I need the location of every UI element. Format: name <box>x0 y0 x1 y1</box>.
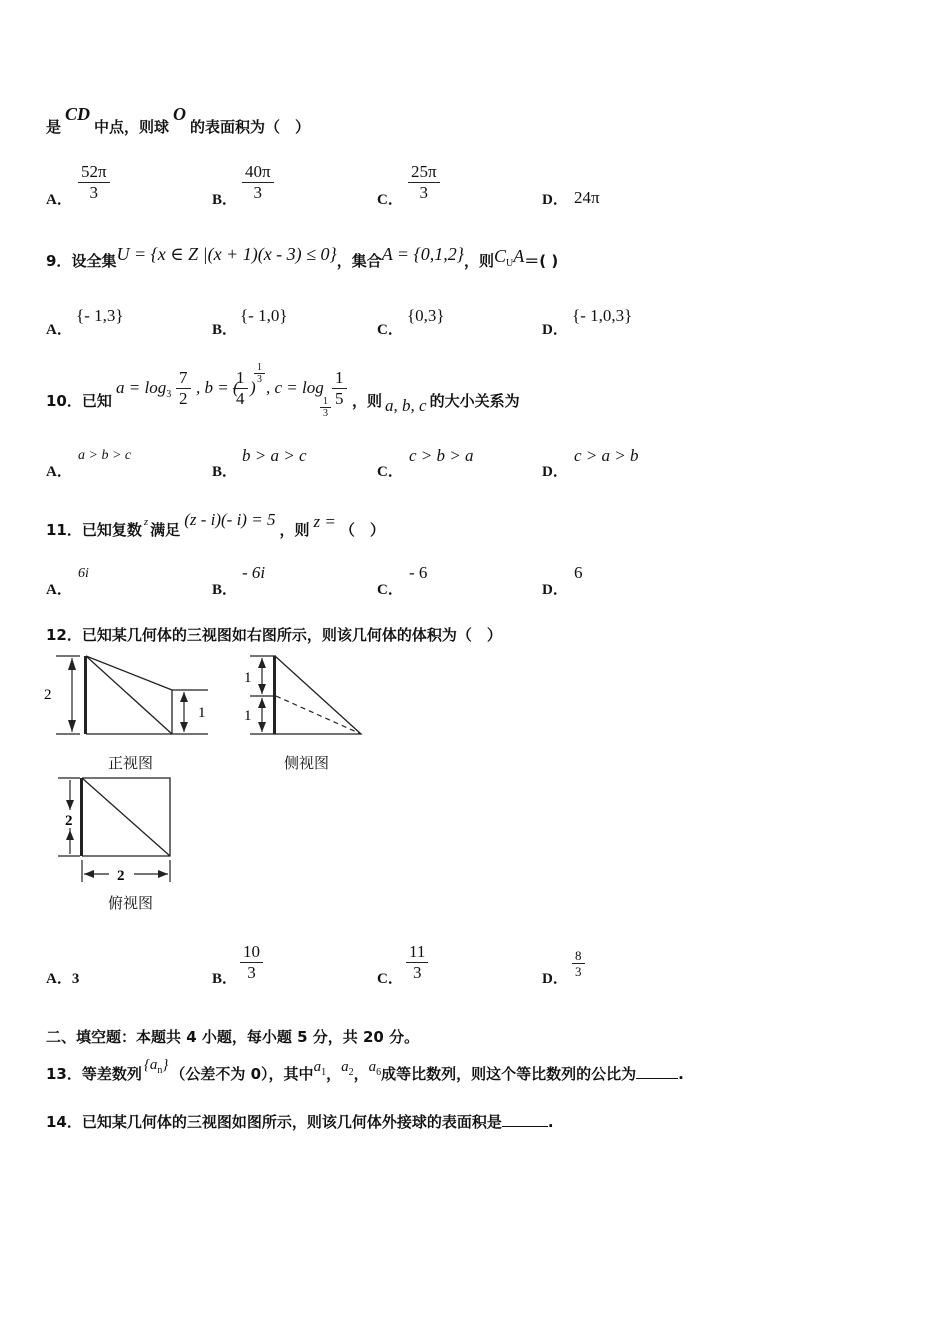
front-view-figure <box>40 650 215 742</box>
side-dim-bottom: 1 <box>244 708 252 724</box>
q9-option-a-label: A． <box>46 322 72 338</box>
q8-option-a-fraction: $\frac{52\pi}{3}$ <box>78 162 110 203</box>
q9-stem: 9．设全集U = {x ∈ Z |(x + 1)(x - 3) ≤ 0}，集合A = {0,1,2}，则$C_UA=$( ) <box>46 244 559 270</box>
q8-option-d-label: D． <box>542 192 568 208</box>
q10-a-fraction: $\frac{7}{2}$ <box>176 368 191 409</box>
q10-b-fraction: $\frac{1}{4}$ <box>233 368 248 409</box>
top-dim-bottom: 2 <box>117 868 125 884</box>
q13-answer-blank[interactable] <box>636 1066 678 1079</box>
q10-c-fraction: $\frac{1}{5}$ <box>332 368 347 409</box>
q10-b-def: , b = ( <box>196 378 239 397</box>
q10-b-close: ) <box>250 378 256 397</box>
q10-option-c-label: C． <box>377 464 403 480</box>
q9-option-d-value: {- 1,0,3} <box>572 306 633 325</box>
q12-option-d-label: D． <box>542 971 568 987</box>
section-heading: 二、填空题：本题共 4 小题，每小题 5 分，共 20 分。 <box>46 1028 420 1046</box>
q10-option-b-value: b > a > c <box>242 446 307 465</box>
q14-answer-blank[interactable] <box>502 1114 548 1127</box>
q10-stem-tail: ，则 a, b, c 的大小关系为 <box>352 392 520 415</box>
q8-option-b-fraction: $\frac{40\pi}{3}$ <box>242 162 274 203</box>
q14-stem: 14．已知某几何体的三视图如图所示，则该几何体外接球的表面积是 . <box>46 1113 554 1131</box>
q11-option-b-label: B． <box>212 582 238 598</box>
q11-option-a-value: 6i <box>78 566 89 581</box>
q8-tail-text: 是CD中点，则球O的表面积为（ ） <box>46 104 311 136</box>
q8-option-a-label: A． <box>46 192 72 208</box>
q9-option-b-label: B． <box>212 322 238 338</box>
q11-option-c-label: C． <box>377 582 403 598</box>
q11-option-c-value: - 6 <box>409 563 428 582</box>
q8-option-c-label: C． <box>377 192 403 208</box>
front-dim-right: 1 <box>198 705 206 721</box>
q9-option-c-value: {0,3} <box>407 306 445 325</box>
q12-option-a-label: A．3 <box>46 971 80 987</box>
q8-option-c-fraction: $\frac{25\pi}{3}$ <box>408 162 440 203</box>
q11-option-b-value: - 6i <box>242 563 266 582</box>
q8-option-b-label: B． <box>212 192 238 208</box>
front-view-caption: 正视图 <box>108 754 154 772</box>
top-view-figure <box>54 772 179 884</box>
q11-stem: 11．已知复数 $^z$ 满足(z - i)(- i) = 5，则 z = （ ） <box>46 510 385 539</box>
q8-option-d-value: 24π <box>574 188 600 207</box>
q10-option-c-value: c > b > a <box>409 446 474 465</box>
q12-option-c-fraction: $\frac{11}{3}$ <box>406 942 428 983</box>
q10-c-def: , c = log <box>266 378 324 397</box>
q10-option-b-label: B． <box>212 464 238 480</box>
q9-option-b-value: {- 1,0} <box>240 306 288 325</box>
q10-number: 10．已知 <box>46 392 112 410</box>
q12-option-b-label: B． <box>212 971 238 987</box>
q10-option-d-value: c > a > b <box>574 446 639 465</box>
q9-option-d-label: D． <box>542 322 568 338</box>
q9-option-c-label: C． <box>377 322 403 338</box>
q10-option-a-value: a > b > c <box>78 448 132 463</box>
q12-stem: 12．已知某几何体的三视图如右图所示，则该几何体的体积为（ ） <box>46 626 502 644</box>
q11-option-d-value: 6 <box>574 563 583 582</box>
q11-option-d-label: D． <box>542 582 568 598</box>
front-dim-left: 2 <box>44 687 52 703</box>
q10-option-d-label: D． <box>542 464 568 480</box>
side-dim-top: 1 <box>244 670 252 686</box>
q13-stem: 13．等差数列 $\{a_n\}$ （公差不为 0），其中$a_1$，$a_2$，$a_6$成等比数列，则这个等比数列的公比为 . <box>46 1057 684 1083</box>
side-view-figure <box>240 650 370 742</box>
q12-option-c-label: C． <box>377 971 403 987</box>
q10-b-exponent: $\frac{1}{3}$ <box>254 362 265 385</box>
top-dim-left: 2 <box>65 813 73 829</box>
q12-option-d-fraction: $\frac{8}{3}$ <box>572 948 585 979</box>
q9-option-a-value: {- 1,3} <box>76 306 124 325</box>
q11-option-a-label: A． <box>46 582 72 598</box>
q12-option-b-fraction: $\frac{10}{3}$ <box>240 942 263 983</box>
q10-a-def: $a = \log_3$ <box>116 378 172 400</box>
top-view-caption: 俯视图 <box>108 894 154 912</box>
q10-c-base: $\frac{1}{3}$ <box>320 396 331 419</box>
side-view-caption: 侧视图 <box>284 754 330 772</box>
q10-option-a-label: A． <box>46 464 72 480</box>
